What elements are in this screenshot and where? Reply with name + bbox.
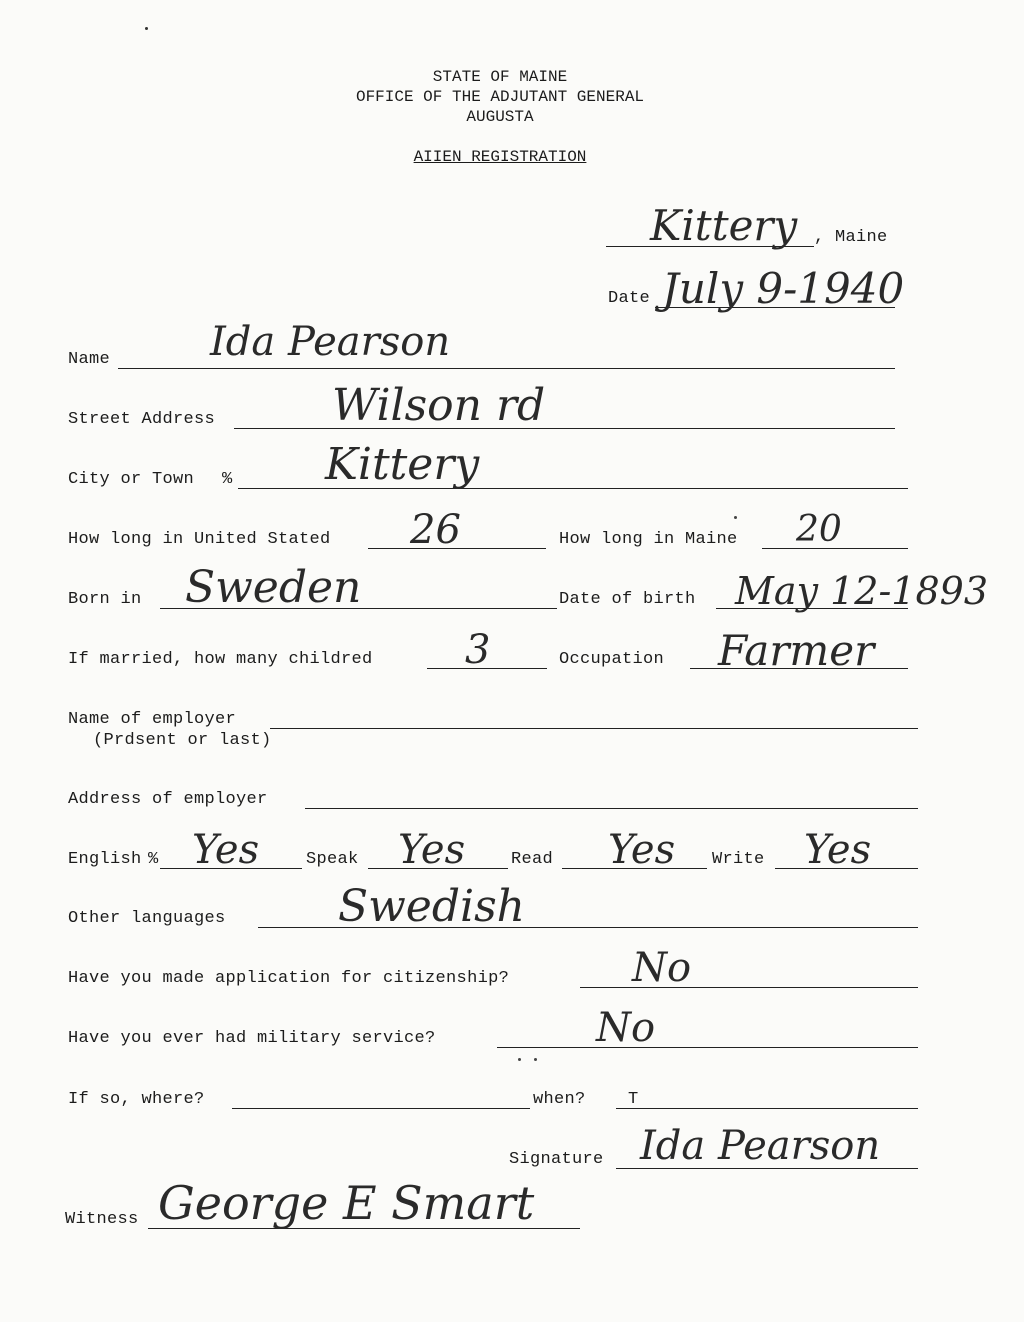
when-line	[616, 1108, 918, 1109]
form-title: AIIEN REGISTRATION	[413, 148, 587, 166]
write-value: Yes	[804, 827, 872, 873]
if-so-where-label: If so, where?	[68, 1090, 205, 1109]
read-value: Yes	[608, 827, 676, 873]
english-mark: %	[148, 850, 159, 869]
name-label: Name	[68, 350, 111, 369]
name-value: Ida Pearson	[210, 319, 451, 365]
employer-address-label: Address of employer	[68, 790, 268, 809]
born-in-label: Born in	[68, 590, 142, 609]
witness-value: George E Smart	[158, 1176, 535, 1230]
born-in-value: Sweden	[185, 562, 362, 613]
english-label: English	[68, 850, 142, 869]
years-maine-label: How long in Maine	[559, 530, 738, 549]
citizenship-label: Have you made application for citizenship?	[68, 969, 510, 988]
employer-name-label: Name of employer	[68, 710, 237, 729]
military-line	[497, 1047, 918, 1048]
signature-label: Signature	[509, 1150, 604, 1169]
years-us-value: 26	[410, 507, 461, 553]
date-value: July 9-1940	[662, 264, 905, 313]
employer-name-sublabel: (Prdsent or last)	[93, 731, 272, 750]
speck-mark	[534, 1058, 537, 1061]
other-languages-label: Other languages	[68, 909, 226, 928]
speck-mark	[734, 516, 737, 519]
street-address-value: Wilson rd	[332, 380, 546, 431]
read-label: Read	[511, 850, 554, 869]
speak-value: Yes	[398, 827, 466, 873]
military-value: No	[596, 1005, 656, 1051]
years-us-label: How long in United Stated	[68, 530, 331, 549]
speck-mark	[145, 27, 148, 30]
street-address-label: Street Address	[68, 410, 216, 429]
name-line	[118, 368, 895, 369]
header-office: OFFICE OF THE ADJUTANT GENERAL	[355, 88, 645, 106]
children-value: 3	[465, 627, 491, 673]
signature-value: Ida Pearson	[640, 1123, 881, 1169]
citizenship-line	[580, 987, 918, 988]
when-mark: T	[628, 1090, 639, 1109]
occupation-label: Occupation	[559, 650, 665, 669]
header-city: AUGUSTA	[466, 108, 534, 126]
other-languages-value: Swedish	[338, 881, 525, 932]
city-mark: %	[222, 470, 233, 489]
english-value: Yes	[192, 827, 260, 873]
header-state: STATE OF MAINE	[432, 68, 568, 86]
employer-name-line	[270, 728, 918, 729]
dob-value: May 12-1893	[735, 569, 989, 613]
occupation-value: Farmer	[718, 626, 875, 675]
military-label: Have you ever had military service?	[68, 1029, 436, 1048]
date-label: Date	[608, 289, 651, 308]
write-label: Write	[712, 850, 765, 869]
dob-label: Date of birth	[559, 590, 696, 609]
employer-address-line	[305, 808, 918, 809]
years-maine-value: 20	[796, 509, 842, 550]
citizenship-value: No	[632, 945, 692, 991]
witness-label: Witness	[65, 1210, 139, 1229]
if-so-where-line	[232, 1108, 530, 1109]
city-value: Kittery	[325, 439, 480, 490]
city-label: City or Town	[68, 470, 195, 489]
speck-mark	[518, 1058, 521, 1061]
when-label: when?	[533, 1090, 586, 1109]
town-value: Kittery	[650, 201, 798, 250]
children-label: If married, how many childred	[68, 650, 373, 669]
maine-suffix: , Maine	[814, 228, 888, 247]
speak-label: Speak	[306, 850, 359, 869]
